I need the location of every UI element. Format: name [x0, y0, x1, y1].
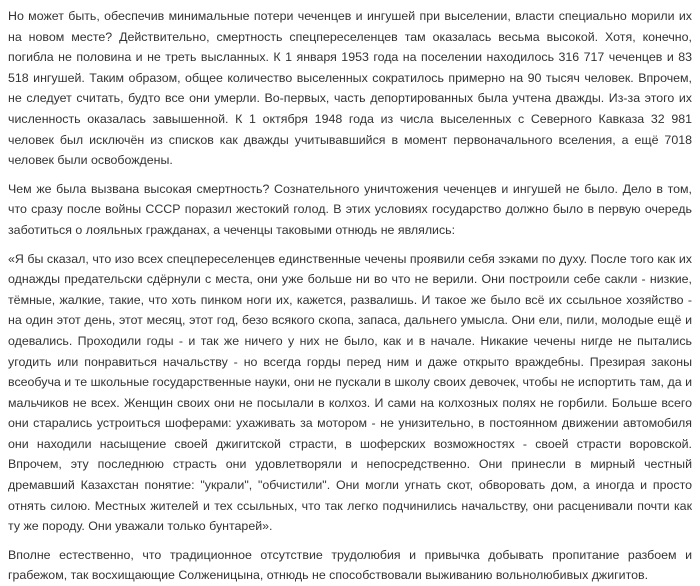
paragraph-solzhenitsyn-quote: «Я бы сказал, что изо всех спецпереселенцев единственные чечены проявили себя зэками по духу. После того как их однажды предательски сдёрнули с места, они уже больше ни во что не верили. Они построили себе сакли - низкие, тёмные, жалкие, такие, что хоть пинком ноги их, кажется, развалишь. И такое же было всё их ссыльное хозяйство - на один этот день, этот месяц, этот год, безо всякого скопа, запаса, дальнего умысла. Они ели, пили, молодые ещё и одевались. Проходили годы - и так же ничего у них не было, как и в начале. Никакие чечены нигде не пытались угодить или понравиться начальству - но всегда горды перед ним и даже открыто враждебны. Презирая законы всеобуча и те школьные государственные науки, они не пускали в школу своих девочек, чтобы не испортить там, да и мальчиков не всех. Женщин своих они не посылали в колхоз. И сами на колхозных полях не горбили. Больше всего они старались устроиться шоферами: ухаживать за мотором - не унизительно, в постоянном движении автомобиля они находили насыщение своей джигитской страсти, в шоферских возможностях - своей страсти воровской. Впрочем, эту последнюю страсть они удовлетворяли и непосредственно. Они принесли в мирный честный дремавший Казахстан понятие: "украли", "обчистили". Они могли угнать скот, обворовать дом, а иногда и просто отнять силою. Местных жителей и тех ссыльных, что так легко подчинились начальству, они расценивали почти как ту же породу. Они уважали только бунтарей». [8, 251, 692, 534]
paragraph-mortality-cause: Чем же была вызвана высокая смертность? Сознательного уничтожения чеченцев и ингушей не было. Дело в том, что сразу после войны СССР поразил жестокий голод. В этих условиях государство должно было в первую очередь заботиться о лояльных гражданах, а чеченцы таковыми отнюдь не являлись: [8, 181, 692, 237]
paragraph-conclusion: Вполне естественно, что традиционное отсутствие трудолюбия и привычка добывать пропитание разбоем и грабежом, так восхищающие Солженицына, отнюдь не способствовали выживанию вольнолюбивых джигитов. [8, 547, 692, 583]
paragraph-deportation-losses: Но может быть, обеспечив минимальные потери чеченцев и ингушей при выселении, власти специально морили их на новом месте? Действительно, смертность спецпереселенцев там оказалась весьма высокой. Хотя, конечно, погибла не половина и не треть высланных. К 1 января 1953 года на поселении находилось 316 717 чеченцев и 83 518 ингушей. Таким образом, общее количество выселенных сократилось примерно на 90 тысяч человек. Впрочем, не следует считать, будто все они умерли. Во-первых, часть депортированных была учтена дважды. Из-за этого их численность оказалась завышенной. К 1 октября 1948 года из числа выселенных с Северного Кавказа 32 981 человек был исключён из списков как дважды учитывавшийся в момент первоначального вселения, а ещё 7018 человек были освобождены. [8, 9, 692, 168]
